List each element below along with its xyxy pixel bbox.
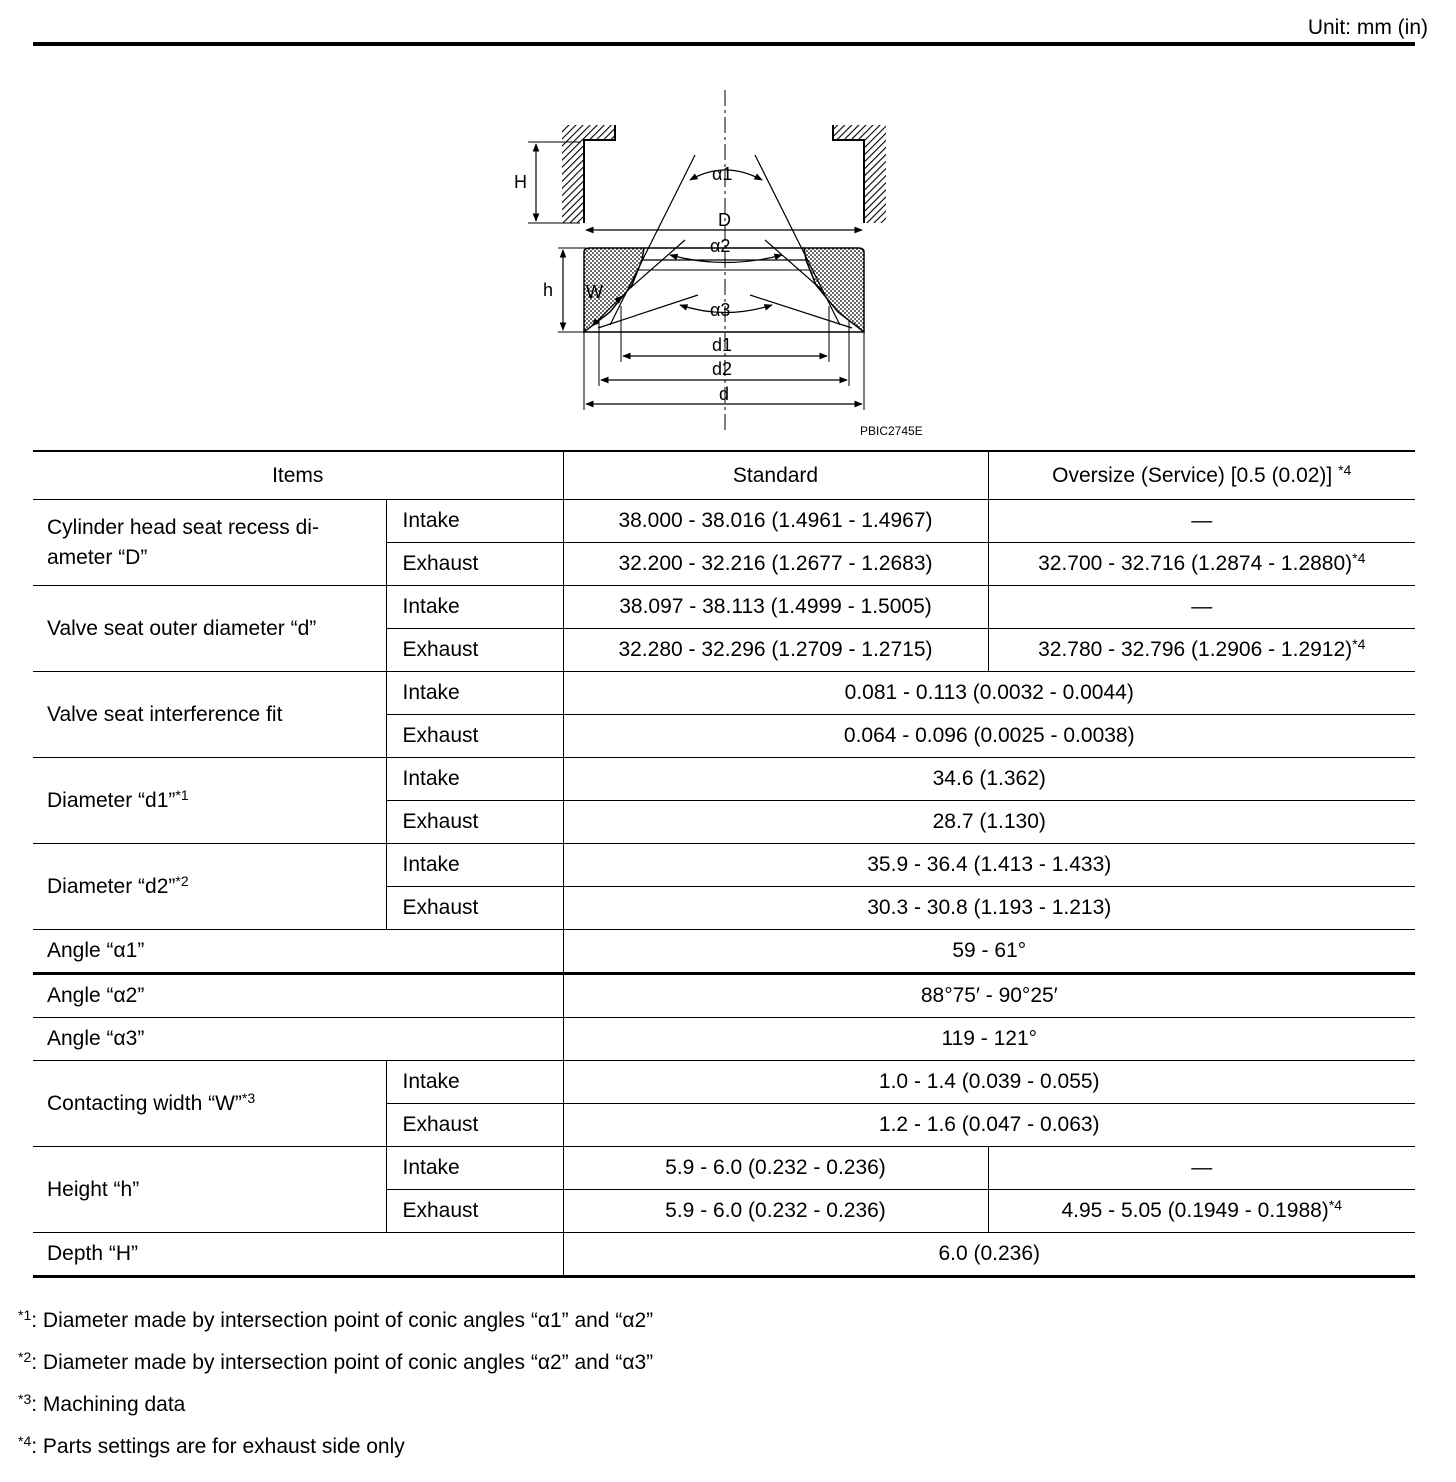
item-depth: Depth “H” [33, 1233, 563, 1277]
item-height: Height “h” [33, 1147, 386, 1233]
table-row: Exhaust 28.7 (1.130) [33, 801, 1415, 844]
label-d2: d2 [712, 359, 733, 379]
item-d1: Diameter “d1”$^{*1}$ [33, 758, 386, 844]
footnote: $^{*1}$: Diameter made by intersection point of conic angles “α1” and “α2” [18, 1307, 654, 1332]
label-h: h [543, 280, 554, 300]
table-row: Exhaust 5.9 - 6.0 (0.232 - 0.236) 4.95 - 5.05 (0.1949 - 0.1988)$^{*4}$ [33, 1190, 1415, 1233]
item-d2: Diameter “d2”$^{*2}$ [33, 844, 386, 930]
item-interference: Valve seat interference fit [33, 672, 386, 758]
figure-code: PBIC2745E [860, 424, 923, 438]
item-alpha1: Angle “α1” [33, 930, 563, 974]
item-alpha3: Angle “α3” [33, 1018, 563, 1061]
table-row: Exhaust 1.2 - 1.6 (0.047 - 0.063) [33, 1104, 1415, 1147]
table-row: Exhaust 32.200 - 32.216 (1.2677 - 1.2683) 32.700 - 32.716 (1.2874 - 1.2880)$^{*4}$ [33, 543, 1415, 586]
label-d1: d1 [712, 335, 733, 355]
item-alpha2: Angle “α2” [33, 974, 563, 1018]
valve-seat-diagram [500, 80, 950, 445]
label-alpha3: α3 [710, 300, 731, 320]
item-width: Contacting width “W”$^{*3}$ [33, 1061, 386, 1147]
table-row: Angle “α2” 88°75′ - 90°25′ [33, 974, 1415, 1018]
valve-seat-spec-table [33, 450, 1415, 1278]
table-row: Exhaust 32.280 - 32.296 (1.2709 - 1.2715) 32.780 - 32.796 (1.2906 - 1.2912)$^{*4}$ [33, 629, 1415, 672]
table-row: Diameter “d1”$^{*1}$ Intake 34.6 (1.362) [33, 758, 1415, 801]
footnote: $^{*3}$: Machining data [18, 1391, 186, 1416]
table-row: Valve seat outer diameter “d” Intake 38.097 - 38.113 (1.4999 - 1.5005) — [33, 586, 1415, 629]
header-rule [33, 42, 1415, 46]
header-standard: Standard [563, 451, 988, 500]
table-row: Valve seat interference fit Intake 0.081 - 0.113 (0.0032 - 0.0044) [33, 672, 1415, 715]
table-row: Diameter “d2”$^{*2}$ Intake 35.9 - 36.4 (1.413 - 1.433) [33, 844, 1415, 887]
table-row: Exhaust 0.064 - 0.096 (0.0025 - 0.0038) [33, 715, 1415, 758]
header-oversize: Oversize (Service) [0.5 (0.02)] $^{*4}$ [988, 451, 1415, 500]
header-items: Items [33, 451, 563, 500]
label-D: D [718, 210, 731, 230]
table-row: Angle “α1” 59 - 61° [33, 930, 1415, 974]
label-d: d [719, 384, 730, 404]
footnotes [18, 1300, 653, 1468]
label-W: W [586, 282, 603, 302]
footnote: $^{*4}$: Parts settings are for exhaust side only [18, 1433, 405, 1458]
table-row: Depth “H” 6.0 (0.236) [33, 1233, 1415, 1277]
label-alpha2: α2 [710, 236, 731, 256]
table-row: Cylinder head seat recess di-ameter “D” Intake 38.000 - 38.016 (1.4961 - 1.4967) — [33, 500, 1415, 543]
table-row: Angle “α3” 119 - 121° [33, 1018, 1415, 1061]
table-row: Height “h” Intake 5.9 - 6.0 (0.232 - 0.236) — [33, 1147, 1415, 1190]
table-row: Contacting width “W”$^{*3}$ Intake 1.0 - 1.4 (0.039 - 0.055) [33, 1061, 1415, 1104]
table-row: Exhaust 30.3 - 30.8 (1.193 - 1.213) [33, 887, 1415, 930]
table-header-row [33, 451, 1415, 500]
unit-label: Unit: mm (in) [1307, 16, 1428, 39]
label-alpha1: α1 [712, 164, 733, 184]
label-H: H [514, 172, 527, 192]
footnote: $^{*2}$: Diameter made by intersection point of conic angles “α2” and “α3” [18, 1349, 654, 1374]
item-recess: Cylinder head seat recess di-ameter “D” [33, 500, 386, 586]
item-outer: Valve seat outer diameter “d” [33, 586, 386, 672]
